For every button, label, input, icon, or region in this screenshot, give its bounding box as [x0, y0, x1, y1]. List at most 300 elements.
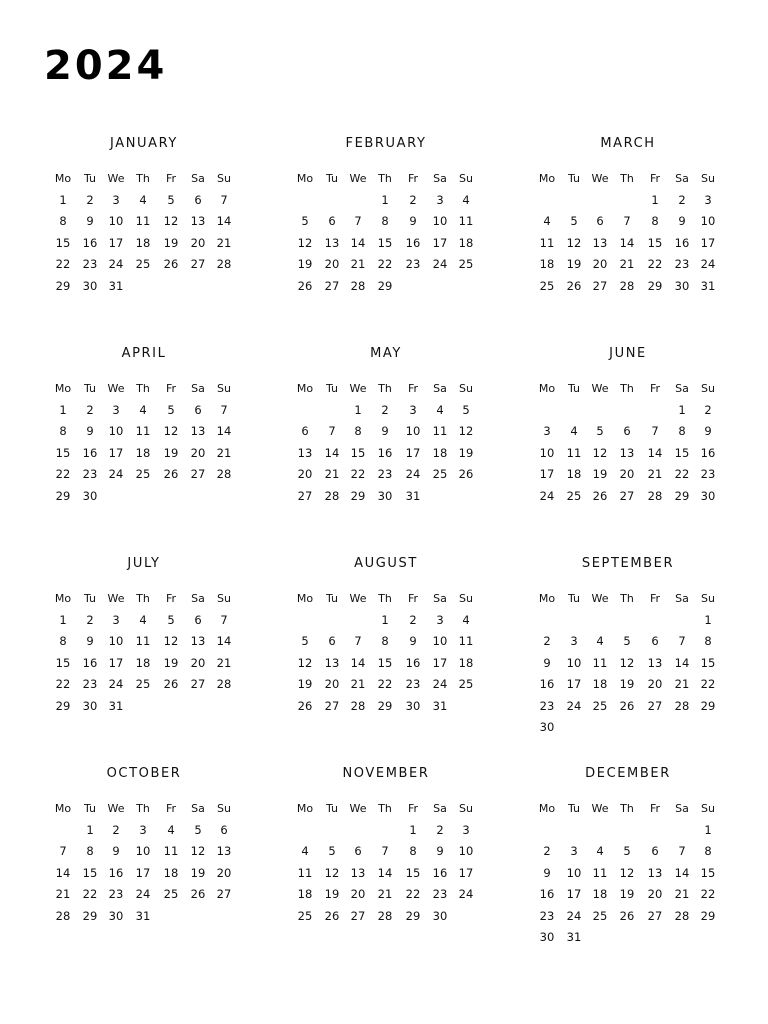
day-cell: 9 [409, 634, 417, 649]
day-cell: 29 [377, 278, 393, 293]
weekday-label: Th [620, 172, 634, 185]
day-cell: 11 [592, 655, 608, 670]
day-cell: 23 [405, 257, 421, 272]
day-cell: 5 [328, 844, 336, 859]
day-cell: 22 [674, 467, 690, 482]
week-row [49, 653, 239, 673]
weekday-label: Mo [538, 802, 556, 815]
weekday-label: Th [136, 382, 150, 395]
weekday-label: Su [701, 802, 715, 815]
day-cell: 23 [674, 257, 690, 272]
day-cell: 21 [350, 677, 366, 692]
day-cell: 11 [458, 214, 474, 229]
day-cell: 15 [55, 235, 71, 250]
day-cell: 11 [135, 424, 151, 439]
weekday-label: Su [701, 172, 715, 185]
day-cell: 6 [194, 193, 202, 207]
day-cell: 19 [619, 887, 635, 902]
day-cell: 5 [167, 403, 175, 417]
day-cell: 16 [82, 655, 98, 670]
day-cell: 23 [82, 677, 98, 692]
week-row [291, 631, 481, 651]
day-cell: 8 [381, 214, 389, 229]
day-cell: 11 [566, 445, 582, 460]
weekday-label: Tu [83, 802, 97, 815]
day-cell: 21 [350, 257, 366, 272]
day-cell: 10 [135, 844, 151, 859]
day-cell: 12 [566, 235, 582, 250]
day-cell: 22 [377, 257, 393, 272]
weekday-label: Su [459, 172, 473, 185]
day-cell: 1 [409, 823, 417, 837]
day-cell: 6 [328, 214, 336, 229]
day-cell: 5 [301, 214, 309, 229]
day-cell: 26 [297, 278, 313, 293]
day-cell: 20 [647, 677, 663, 692]
week-row [49, 610, 239, 630]
weekday-label: Th [378, 802, 392, 815]
day-cell: 30 [82, 698, 98, 713]
month-name: AUGUST [354, 556, 418, 571]
day-cell: 19 [297, 257, 313, 272]
week-row [291, 486, 481, 506]
day-cell: 22 [647, 257, 663, 272]
day-cell: 23 [539, 698, 555, 713]
day-cell: 31 [405, 488, 421, 503]
day-cell: 25 [539, 278, 555, 293]
day-cell: 26 [297, 698, 313, 713]
day-cell: 21 [216, 235, 232, 250]
day-cell: 9 [86, 634, 94, 649]
weekday-label: Sa [191, 382, 205, 395]
day-cell: 25 [135, 467, 151, 482]
week-row [49, 674, 239, 694]
month-name: SEPTEMBER [581, 556, 675, 571]
day-cell: 17 [405, 445, 421, 460]
day-cell: 29 [647, 278, 663, 293]
day-cell: 30 [82, 488, 98, 503]
day-cell: 11 [539, 235, 555, 250]
day-cell: 1 [86, 823, 94, 837]
day-cell: 17 [432, 655, 448, 670]
day-cell: 29 [55, 488, 71, 503]
day-cell: 9 [112, 844, 120, 859]
day-cell: 2 [543, 844, 551, 859]
day-cell: 8 [678, 424, 686, 439]
day-cell: 25 [458, 677, 474, 692]
weekday-label: Fr [165, 802, 177, 815]
day-cell: 3 [112, 613, 120, 627]
week-row [533, 443, 723, 463]
day-cell: 11 [297, 865, 313, 880]
day-cell: 14 [674, 865, 690, 880]
day-cell: 21 [216, 655, 232, 670]
day-cell: 25 [135, 257, 151, 272]
week-row [291, 443, 481, 463]
day-cell: 5 [301, 634, 309, 649]
day-cell: 7 [381, 844, 389, 859]
day-cell: 28 [216, 257, 232, 272]
day-cell: 7 [220, 613, 228, 627]
day-cell: 23 [405, 677, 421, 692]
day-cell: 4 [570, 424, 578, 439]
month-name: MAY [370, 346, 402, 361]
day-cell: 27 [350, 908, 366, 923]
weekday-label: Th [378, 592, 392, 605]
weekday-label: Mo [54, 802, 72, 815]
weekday-label: Sa [433, 382, 447, 395]
day-cell: 21 [674, 887, 690, 902]
day-cell: 16 [539, 887, 555, 902]
weekday-label: Su [701, 592, 715, 605]
week-row [291, 211, 481, 231]
weekday-label: Tu [567, 382, 581, 395]
day-cell: 7 [59, 844, 67, 859]
day-cell: 12 [163, 634, 179, 649]
weekday-label: Th [378, 172, 392, 185]
day-cell: 27 [647, 908, 663, 923]
weekday-label: Sa [191, 802, 205, 815]
day-cell: 20 [619, 467, 635, 482]
day-cell: 7 [354, 214, 362, 229]
day-cell: 30 [539, 720, 555, 734]
day-cell: 22 [82, 887, 98, 902]
day-cell: 5 [623, 634, 631, 649]
day-cell: 22 [377, 677, 393, 692]
day-cell: 8 [59, 424, 67, 439]
day-cell: 15 [55, 445, 71, 460]
year-title: 2024 [44, 43, 168, 89]
day-cell: 10 [566, 655, 582, 670]
day-cell: 20 [350, 887, 366, 902]
week-row [533, 276, 723, 296]
day-cell: 27 [324, 698, 340, 713]
day-cell: 28 [674, 698, 690, 713]
day-cell: 24 [108, 677, 124, 692]
day-cell: 15 [350, 445, 366, 460]
weekday-label: Mo [54, 592, 72, 605]
weekday-header [533, 589, 723, 609]
weekday-label: Tu [567, 802, 581, 815]
weekday-label: Fr [407, 802, 419, 815]
week-row [49, 631, 239, 651]
day-cell: 29 [377, 698, 393, 713]
week-row [291, 653, 481, 673]
day-cell: 16 [700, 445, 716, 460]
day-cell: 17 [108, 235, 124, 250]
weekday-label: Sa [675, 382, 689, 395]
day-cell: 6 [194, 613, 202, 627]
day-cell: 28 [619, 278, 635, 293]
day-cell: 3 [570, 634, 578, 649]
weekday-label: Tu [325, 382, 339, 395]
day-cell: 11 [135, 634, 151, 649]
week-row [49, 211, 239, 231]
week-row [49, 906, 239, 926]
day-cell: 15 [700, 655, 716, 670]
week-row [533, 906, 723, 926]
day-cell: 13 [324, 655, 340, 670]
day-cell: 25 [566, 488, 582, 503]
day-cell: 3 [139, 823, 147, 837]
week-row [291, 884, 481, 904]
day-cell: 27 [297, 488, 313, 503]
day-cell: 2 [409, 613, 417, 627]
day-cell: 11 [432, 424, 448, 439]
day-cell: 21 [647, 467, 663, 482]
day-cell: 3 [112, 193, 120, 207]
day-cell: 28 [674, 908, 690, 923]
day-cell: 19 [163, 655, 179, 670]
weekday-label: Sa [675, 802, 689, 815]
day-cell: 13 [592, 235, 608, 250]
day-cell: 13 [647, 865, 663, 880]
day-cell: 1 [59, 403, 67, 417]
week-row [49, 233, 239, 253]
weekday-header [49, 169, 239, 189]
weekday-header [49, 589, 239, 609]
day-cell: 15 [82, 865, 98, 880]
day-cell: 16 [82, 445, 98, 460]
day-cell: 22 [405, 887, 421, 902]
day-cell: 28 [377, 908, 393, 923]
week-row [533, 927, 723, 947]
day-cell: 3 [436, 193, 444, 207]
day-cell: 14 [324, 445, 340, 460]
day-cell: 18 [592, 677, 608, 692]
day-cell: 17 [539, 467, 555, 482]
day-cell: 12 [163, 214, 179, 229]
day-cell: 2 [678, 193, 686, 207]
weekday-label: Tu [325, 172, 339, 185]
week-row [291, 696, 481, 716]
day-cell: 13 [190, 424, 206, 439]
weekday-header [533, 379, 723, 399]
day-cell: 8 [354, 424, 362, 439]
day-cell: 18 [566, 467, 582, 482]
day-cell: 8 [651, 214, 659, 229]
weekday-label: Sa [191, 172, 205, 185]
weekday-label: Th [136, 592, 150, 605]
weekday-label: We [349, 172, 367, 185]
weekday-label: Fr [407, 172, 419, 185]
day-cell: 29 [55, 698, 71, 713]
day-cell: 28 [55, 908, 71, 923]
day-cell: 13 [647, 655, 663, 670]
day-cell: 6 [651, 634, 659, 649]
day-cell: 10 [539, 445, 555, 460]
day-cell: 13 [324, 235, 340, 250]
day-cell: 3 [704, 193, 712, 207]
day-cell: 14 [350, 235, 366, 250]
day-cell: 12 [619, 655, 635, 670]
day-cell: 16 [432, 865, 448, 880]
day-cell: 26 [190, 887, 206, 902]
day-cell: 30 [539, 930, 555, 944]
day-cell: 26 [163, 257, 179, 272]
month-name: JUNE [609, 346, 647, 361]
week-row [533, 400, 723, 420]
day-cell: 5 [596, 424, 604, 439]
day-cell: 20 [324, 257, 340, 272]
week-row [533, 211, 723, 231]
day-cell: 23 [82, 467, 98, 482]
day-cell: 18 [297, 887, 313, 902]
day-cell: 13 [350, 865, 366, 880]
day-cell: 10 [405, 424, 421, 439]
weekday-label: Tu [83, 172, 97, 185]
week-row [49, 254, 239, 274]
day-cell: 22 [55, 257, 71, 272]
week-row [533, 863, 723, 883]
weekday-label: We [107, 802, 125, 815]
day-cell: 30 [377, 488, 393, 503]
day-cell: 28 [350, 698, 366, 713]
day-cell: 12 [458, 424, 474, 439]
day-cell: 9 [409, 214, 417, 229]
day-cell: 17 [700, 235, 716, 250]
day-cell: 19 [592, 467, 608, 482]
day-cell: 30 [108, 908, 124, 923]
day-cell: 26 [163, 677, 179, 692]
day-cell: 10 [108, 634, 124, 649]
weekday-label: Su [217, 172, 231, 185]
day-cell: 3 [543, 424, 551, 439]
day-cell: 19 [619, 677, 635, 692]
day-cell: 16 [108, 865, 124, 880]
day-cell: 23 [377, 467, 393, 482]
week-row [49, 276, 239, 296]
day-cell: 19 [458, 445, 474, 460]
week-row [291, 863, 481, 883]
day-cell: 15 [377, 235, 393, 250]
week-row [533, 841, 723, 861]
weekday-label: We [107, 382, 125, 395]
day-cell: 9 [543, 655, 551, 670]
weekday-header [533, 799, 723, 819]
day-cell: 4 [167, 823, 175, 837]
day-cell: 4 [301, 844, 309, 859]
day-cell: 27 [190, 467, 206, 482]
day-cell: 2 [86, 403, 94, 417]
day-cell: 13 [216, 844, 232, 859]
day-cell: 25 [458, 257, 474, 272]
day-cell: 7 [651, 424, 659, 439]
day-cell: 24 [432, 677, 448, 692]
day-cell: 3 [570, 844, 578, 859]
day-cell: 29 [700, 698, 716, 713]
weekday-label: We [107, 592, 125, 605]
day-cell: 27 [190, 677, 206, 692]
day-cell: 17 [108, 655, 124, 670]
day-cell: 31 [108, 278, 124, 293]
week-row [533, 421, 723, 441]
day-cell: 19 [566, 257, 582, 272]
day-cell: 26 [592, 488, 608, 503]
week-row [291, 464, 481, 484]
day-cell: 24 [566, 908, 582, 923]
day-cell: 27 [324, 278, 340, 293]
weekday-label: Fr [407, 382, 419, 395]
day-cell: 10 [432, 214, 448, 229]
day-cell: 20 [297, 467, 313, 482]
weekday-label: Mo [54, 172, 72, 185]
weekday-label: Tu [83, 592, 97, 605]
day-cell: 20 [324, 677, 340, 692]
day-cell: 14 [216, 424, 232, 439]
weekday-label: We [349, 382, 367, 395]
day-cell: 8 [409, 844, 417, 859]
day-cell: 5 [194, 823, 202, 837]
day-cell: 15 [674, 445, 690, 460]
day-cell: 29 [350, 488, 366, 503]
day-cell: 9 [704, 424, 712, 439]
day-cell: 24 [108, 257, 124, 272]
week-row [49, 863, 239, 883]
weekday-label: Mo [538, 382, 556, 395]
day-cell: 28 [350, 278, 366, 293]
day-cell: 22 [700, 677, 716, 692]
day-cell: 22 [55, 467, 71, 482]
day-cell: 31 [700, 278, 716, 293]
weekday-label: We [591, 802, 609, 815]
day-cell: 31 [135, 908, 151, 923]
month-name: OCTOBER [106, 766, 182, 781]
weekday-label: Th [136, 172, 150, 185]
week-row [533, 190, 723, 210]
week-row [533, 610, 723, 630]
weekday-label: Tu [567, 592, 581, 605]
month-name: JANUARY [110, 136, 178, 151]
week-row [291, 190, 481, 210]
month-name: FEBRUARY [345, 136, 427, 151]
weekday-label: Sa [433, 172, 447, 185]
weekday-header [533, 169, 723, 189]
day-cell: 21 [324, 467, 340, 482]
day-cell: 18 [135, 655, 151, 670]
weekday-label: We [591, 592, 609, 605]
day-cell: 24 [108, 467, 124, 482]
week-row [533, 717, 723, 737]
day-cell: 6 [623, 424, 631, 439]
day-cell: 9 [381, 424, 389, 439]
weekday-header [291, 169, 481, 189]
day-cell: 30 [700, 488, 716, 503]
day-cell: 15 [700, 865, 716, 880]
day-cell: 10 [458, 844, 474, 859]
weekday-label: Mo [296, 172, 314, 185]
day-cell: 25 [432, 467, 448, 482]
weekday-label: Su [459, 382, 473, 395]
day-cell: 4 [596, 634, 604, 649]
weekday-label: Su [459, 592, 473, 605]
day-cell: 29 [700, 908, 716, 923]
weekday-label: Sa [433, 592, 447, 605]
week-row [533, 653, 723, 673]
week-row [533, 486, 723, 506]
day-cell: 11 [458, 634, 474, 649]
month-name: NOVEMBER [342, 766, 430, 781]
week-row [49, 400, 239, 420]
weekday-label: Tu [567, 172, 581, 185]
weekday-label: Sa [433, 802, 447, 815]
weekday-label: Sa [191, 592, 205, 605]
day-cell: 2 [86, 613, 94, 627]
weekday-label: Th [378, 382, 392, 395]
day-cell: 11 [163, 844, 179, 859]
weekday-label: Th [136, 802, 150, 815]
day-cell: 27 [216, 887, 232, 902]
